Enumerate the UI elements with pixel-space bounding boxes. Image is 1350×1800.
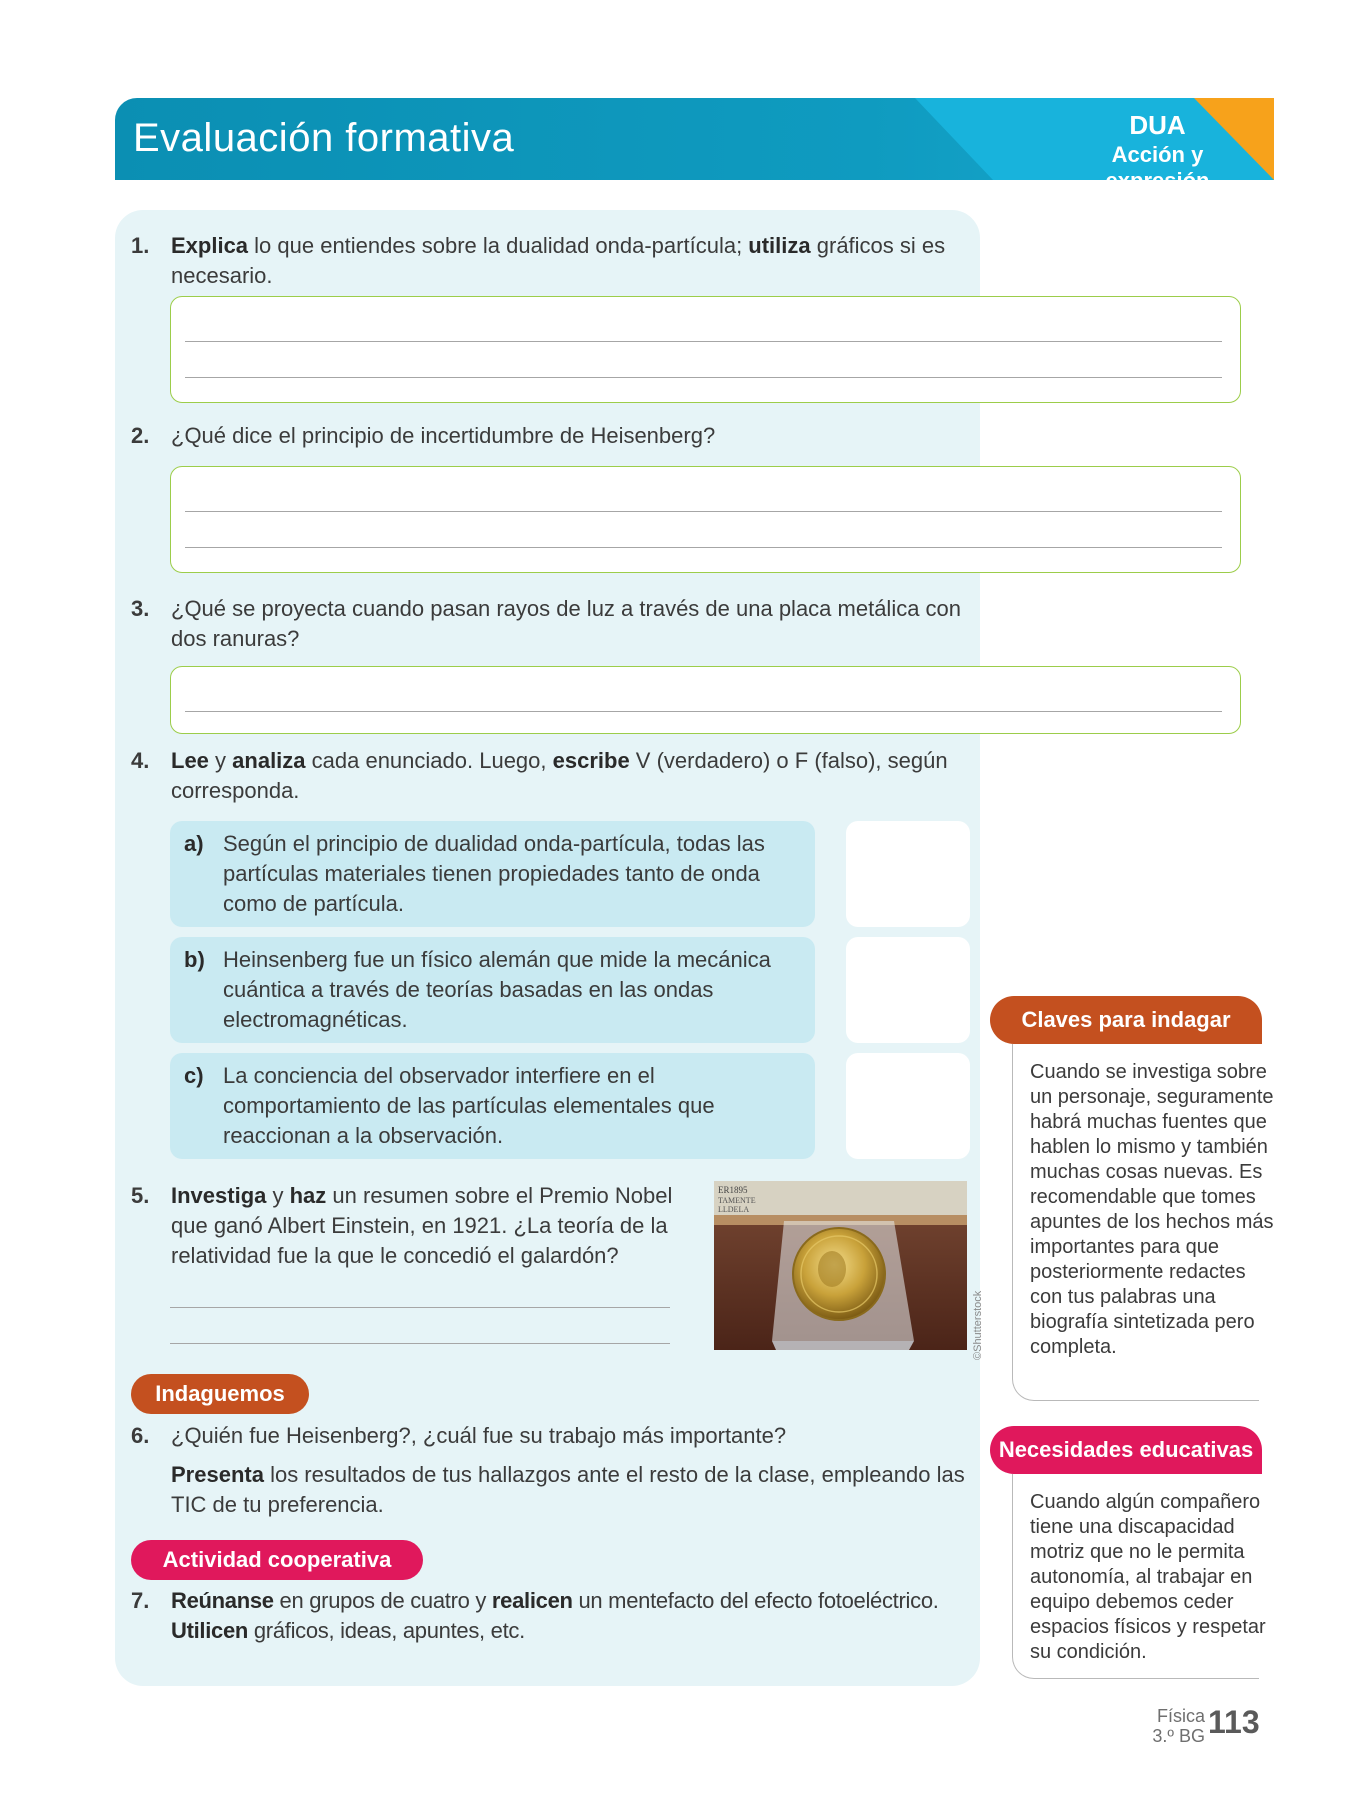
- true-false-box-a[interactable]: [846, 821, 970, 927]
- verb: utiliza: [748, 233, 811, 258]
- answer-line[interactable]: [185, 711, 1222, 712]
- true-false-box-c[interactable]: [846, 1053, 970, 1159]
- question-number: 4.: [131, 748, 150, 773]
- question-number: 1.: [131, 233, 150, 258]
- question-text: cada enunciado. Luego,: [305, 748, 553, 773]
- answer-box-1[interactable]: [170, 296, 1241, 403]
- photo-credit-text: ©Shutterstock: [972, 1290, 984, 1360]
- statement-a: [170, 821, 815, 927]
- question-text: en grupos de cuatro y: [273, 1588, 492, 1613]
- verb: escribe: [552, 748, 630, 773]
- plaque-text: ER1895: [718, 1185, 748, 1195]
- verb: Presenta: [171, 1462, 264, 1487]
- question-text: los resultados de tus hallazgos ante el resto de la clase, empleando las: [263, 1462, 965, 1487]
- question-text: relatividad fue la que le concedió el galardón?: [171, 1243, 619, 1268]
- verb: realicen: [491, 1588, 573, 1613]
- question-text: un resumen sobre el Premio Nobel: [326, 1183, 673, 1208]
- answer-line[interactable]: [185, 511, 1222, 512]
- verb: Lee: [171, 748, 209, 773]
- footer-subject: [1125, 1706, 1205, 1746]
- answer-line[interactable]: [185, 377, 1222, 378]
- question-text: necesario.: [171, 263, 273, 288]
- question-text: TIC de tu preferencia.: [171, 1492, 384, 1517]
- answer-box-2[interactable]: [170, 466, 1241, 573]
- statement-letter: b): [184, 947, 205, 972]
- question-number: 2.: [131, 423, 150, 448]
- statement-text: Según el principio de dualidad onda-partícula, todas las partículas materiales tienen propiedades tanto de onda como de partícula.: [223, 831, 765, 916]
- nobel-medal-illustration: [714, 1181, 967, 1350]
- question-text: gráficos si es: [810, 233, 946, 258]
- verb: Investiga: [171, 1183, 267, 1208]
- question-text: corresponda.: [171, 778, 300, 803]
- question-number: 6.: [131, 1423, 150, 1448]
- page-title: Evaluación formativa: [133, 116, 515, 160]
- statement-text: Heinsenberg fue un físico alemán que mide la mecánica cuántica a través de teorías basadas en las ondas electromagnéticas.: [223, 947, 771, 1032]
- question-text: que ganó Albert Einstein, en 1921. ¿La teoría de la: [171, 1213, 668, 1238]
- plaque-text: TAMENTE: [718, 1196, 756, 1205]
- photo-credit: [972, 1278, 988, 1358]
- dua-subtitle: Acción y expresión: [1105, 142, 1210, 193]
- question-text: V (verdadero) o F (falso), según: [629, 748, 948, 773]
- question-text: ¿Qué se proyecta cuando pasan rayos de luz a través de una placa metálica con: [171, 596, 962, 621]
- dua-title: DUA: [1129, 110, 1186, 140]
- statement-letter: c): [184, 1063, 204, 1088]
- question-number: 5.: [131, 1183, 150, 1208]
- answer-line[interactable]: [170, 1343, 670, 1344]
- subject-name: Física: [1156, 1706, 1205, 1726]
- actividad-cooperativa-label: Actividad cooperativa: [131, 1540, 423, 1580]
- page-number: 113: [1208, 1704, 1260, 1740]
- claves-text: Cuando se investiga sobre un personaje, seguramente habrá muchas fuentes que hablen lo mismo y también muchas cosas nuevas. Es recomendable que tomes apuntes de los hechos más importantes para que posteriormente redactes con tus palabras una biografía sintetizada pero completa.: [1030, 1061, 1274, 1358]
- question-text: ¿Qué dice el principio de incertidumbre de Heisenberg?: [171, 423, 716, 448]
- verb: Reúnanse: [171, 1588, 274, 1613]
- question-number: 7.: [131, 1588, 150, 1613]
- verb: haz: [289, 1183, 327, 1208]
- question-text: lo que entiendes sobre la dualidad onda-partícula;: [248, 233, 749, 258]
- answer-line[interactable]: [185, 547, 1222, 548]
- nobel-medal-photo: [714, 1181, 967, 1350]
- plaque-text: LLDELA: [718, 1205, 750, 1214]
- statement-text: La conciencia del observador interfiere en el comportamiento de las partículas elementales que reaccionan a la observación.: [223, 1063, 715, 1148]
- question-text: y: [208, 748, 233, 773]
- verb: Explica: [171, 233, 249, 258]
- statement-c: [170, 1053, 815, 1159]
- indaguemos-label: Indaguemos: [131, 1374, 309, 1414]
- verb: Utilicen: [171, 1618, 249, 1643]
- true-false-box-b[interactable]: [846, 937, 970, 1043]
- answer-line[interactable]: [170, 1307, 670, 1308]
- question-text: ¿Quién fue Heisenberg?, ¿cuál fue su trabajo más importante?: [171, 1423, 787, 1448]
- question-6-instruction: [171, 1460, 971, 1520]
- statement-b: [170, 937, 815, 1043]
- statement-letter: a): [184, 831, 204, 856]
- answer-box-3[interactable]: [170, 666, 1241, 734]
- question-text: gráficos, ideas, apuntes, etc.: [248, 1618, 525, 1643]
- verb: analiza: [232, 748, 306, 773]
- question-text: un mentefacto del efecto fotoeléctrico.: [572, 1588, 939, 1613]
- question-number: 3.: [131, 596, 150, 621]
- necesidades-header: Necesidades educativas: [990, 1426, 1262, 1474]
- question-text: y: [266, 1183, 290, 1208]
- answer-line[interactable]: [185, 341, 1222, 342]
- claves-header: Claves para indagar: [990, 996, 1262, 1044]
- grade-name: 3.º BG: [1152, 1726, 1205, 1746]
- header-banner: [115, 98, 1274, 193]
- question-text: dos ranuras?: [171, 626, 300, 651]
- necesidades-text: Cuando algún compañero tiene una discapacidad motriz que no le permita autonomía, al trabajar en equipo debemos ceder espacios físicos y respetar su condición.: [1030, 1491, 1266, 1663]
